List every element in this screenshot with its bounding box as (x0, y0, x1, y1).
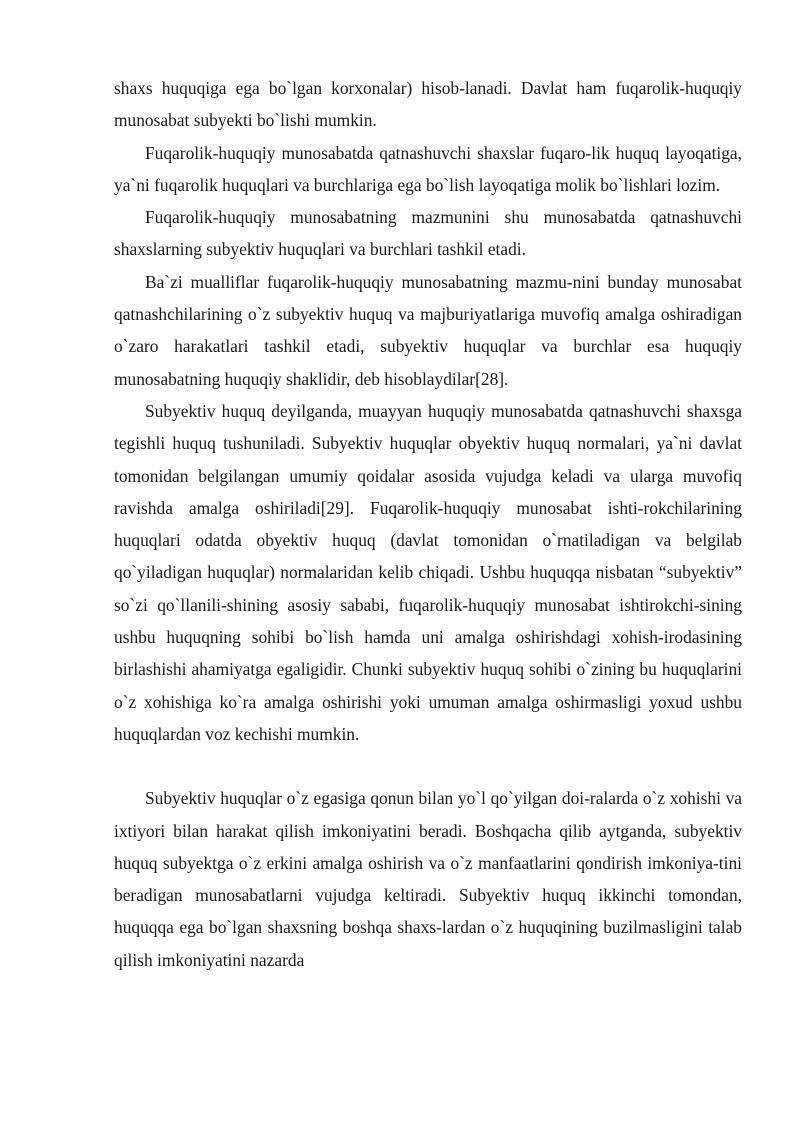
body-text (114, 72, 742, 976)
paragraph-authors-view: Ba`zi mualliflar fuqarolik-huquqiy munosabatning mazmu-nini bunday munosabat qatnashchilarining o`z subyektiv huquq va majburiyatlariga muvofiq amalga oshiradigan o`zaro harakatlari tashkil etadi, subyektiv huquqlar va burchlar esa huquqiy munosabatning huquqiy shaklidir, deb hisoblaydilar[28]. (114, 271, 742, 389)
paragraph-subjective-right: Subyektiv huquq deyilganda, muayyan huquqiy munosabatda qatnashuvchi shaxsga tegishli huquq tushuniladi. Subyektiv huquqlar obyektiv huquq normalari, ya`ni davlat tomonidan belgilangan umumiy qoidalar asosida vujudga keladi va ularga muvofiq ravishda amalga oshiriladi[29]. Fuqarolik-huquqiy munosabat ishti-rokchilarining huquqlari odatda obyektiv huquq (davlat tomonidan o`rnatiladigan va belgilab qo`yiladigan huquqlar) normalaridan kelib chiqadi. Ushbu huquqqa nisbatan “subyektiv” so`zi qo`llanili-shining asosiy sababi, fuqarolik-huquqiy munosabat ishtirokchi-sining ushbu huquqning sohibi bo`lish hamda uni amalga oshirishdagi xohish-irodasining birlashishi ahamiyatga egaligidir. Chunki subyektiv huquq sohibi o`zining bu huquqlarini o`z xohishiga ko`ra amalga oshirishi yoki umuman amalga oshirmasligi yoxud ushbu huquqlardan voz kechishi mumkin. (114, 400, 742, 744)
paragraph-continuation: shaxs huquqiga ega bo`lgan korxonalar) hisob-lanadi. Davlat ham fuqarolik-huquqiy munosabat subyekti bo`lishi mumkin. (114, 78, 742, 131)
paragraph-legal-capacity: Fuqarolik-huquqiy munosabatda qatnashuvchi shaxslar fuqaro-lik huquq layoqatiga, ya`ni fuqarolik huquqlari va burchlariga ega bo`lish layoqatiga molik bo`lishlari lozim. (114, 142, 742, 195)
paragraph-relationship-content: Fuqarolik-huquqiy munosabatning mazmunini shu munosabatda qatnashuvchi shaxslarning subyektiv huquqlari va burchlari tashkil etadi. (114, 207, 742, 260)
paragraph-subjective-right-scope: Subyektiv huquqlar o`z egasiga qonun bilan yo`l qo`yilgan doi-ralarda o`z xohishi va ixtiyori bilan harakat qilish imkoniyatini beradi. Boshqacha qilib aytganda, subyektiv huquq subyektga o`z erkini amalga oshirish va o`z manfaatlarini qondirish imkoniya-tini beradigan munosabatlarni vujudga keltiradi. Subyektiv huquq ikkinchi tomondan, huquqqa ega bo`lgan shaxsning boshqa shaxs-lardan o`z huquqining buzilmasligini talab qilish imkoniyatini nazarda (114, 788, 742, 970)
